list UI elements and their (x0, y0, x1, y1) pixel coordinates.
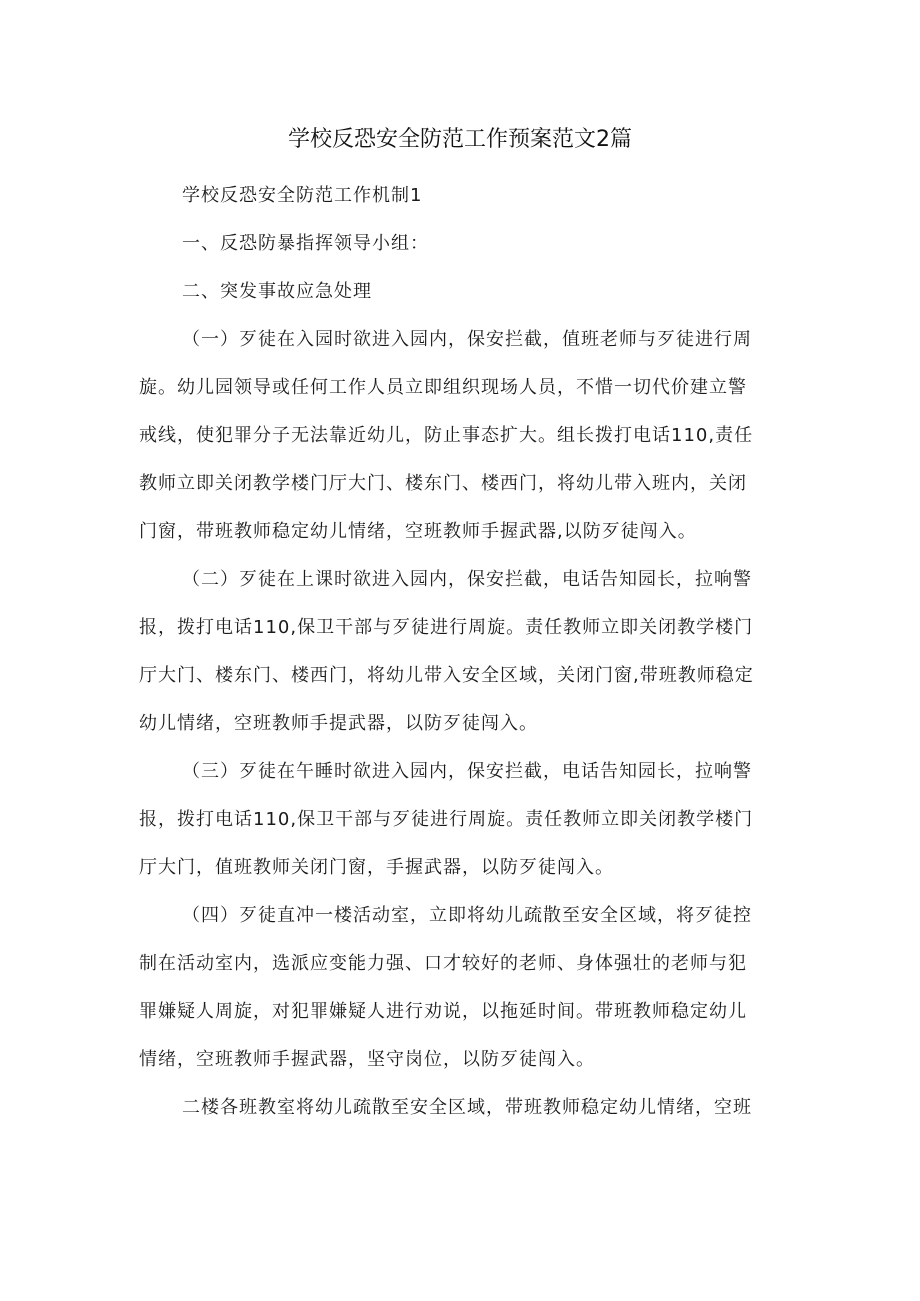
paragraph-line: 二楼各班教室将幼儿疏散至安全区域，带班教师稳定幼儿情绪，空班 (182, 1097, 752, 1118)
paragraph-line: 戒线，使犯罪分子无法靠近幼儿，防止事态扩大。组长拨打电话110,责任 (139, 425, 754, 446)
paragraph-line: 制在活动室内，选派应变能力强、口才较好的老师、身体强壮的老师与犯 (139, 953, 747, 974)
paragraph-line: 厅大门、楼东门、楼西门，将幼儿带入安全区域，关闭门窗,带班教师稳定 (139, 665, 754, 686)
document-title: 学校反恐安全防范工作预案范文2篇 (288, 127, 632, 152)
section-heading: 学校反恐安全防范工作机制1 (182, 185, 423, 206)
paragraph-line: 旋。幼儿园领导或任何工作人员立即组织现场人员，不惜一切代价建立警 (139, 377, 747, 398)
paragraph-line: 幼儿情绪，空班教师手提武器，以防歹徒闯入。 (139, 713, 538, 734)
paragraph-line: 厅大门，值班教师关闭门窗，手握武器，以防歹徒闯入。 (139, 857, 614, 878)
paragraph-line: 教师立即关闭教学楼门厅大门、楼东门、楼西门，将幼儿带入班内，关闭 (139, 473, 747, 494)
paragraph-line: 罪嫌疑人周旋，对犯罪嫌疑人进行劝说，以拖延时间。带班教师稳定幼儿 (139, 1001, 747, 1022)
section-heading: 一、反恐防暴指挥领导小组： (182, 233, 429, 254)
paragraph-line: 门窗，带班教师稳定幼儿情绪，空班教师手握武器,以防歹徒闯入。 (139, 521, 697, 542)
paragraph-line: （一）歹徒在入园时欲进入园内，保安拦截，值班老师与歹徒进行周 (182, 329, 752, 350)
paragraph-line: 报，拨打电话110,保卫干部与歹徒进行周旋。责任教师立即关闭教学楼门 (139, 617, 754, 638)
paragraph-line: （三）歹徒在午睡时欲进入园内，保安拦截，电话告知园长，拉响警 (182, 761, 752, 782)
paragraph-line: （四）歹徒直冲一楼活动室，立即将幼儿疏散至安全区域，将歹徒控 (182, 905, 752, 926)
paragraph-line: 情绪，空班教师手握武器，坚守岗位，以防歹徒闯入。 (139, 1049, 595, 1070)
document-body (139, 172, 783, 1132)
paragraph-line: 报，拨打电话110,保卫干部与歹徒进行周旋。责任教师立即关闭教学楼门 (139, 809, 754, 830)
section-heading: 二、突发事故应急处理 (182, 281, 372, 302)
paragraph-line: （二）歹徒在上课时欲进入园内，保安拦截，电话告知园长，拉响警 (182, 569, 752, 590)
